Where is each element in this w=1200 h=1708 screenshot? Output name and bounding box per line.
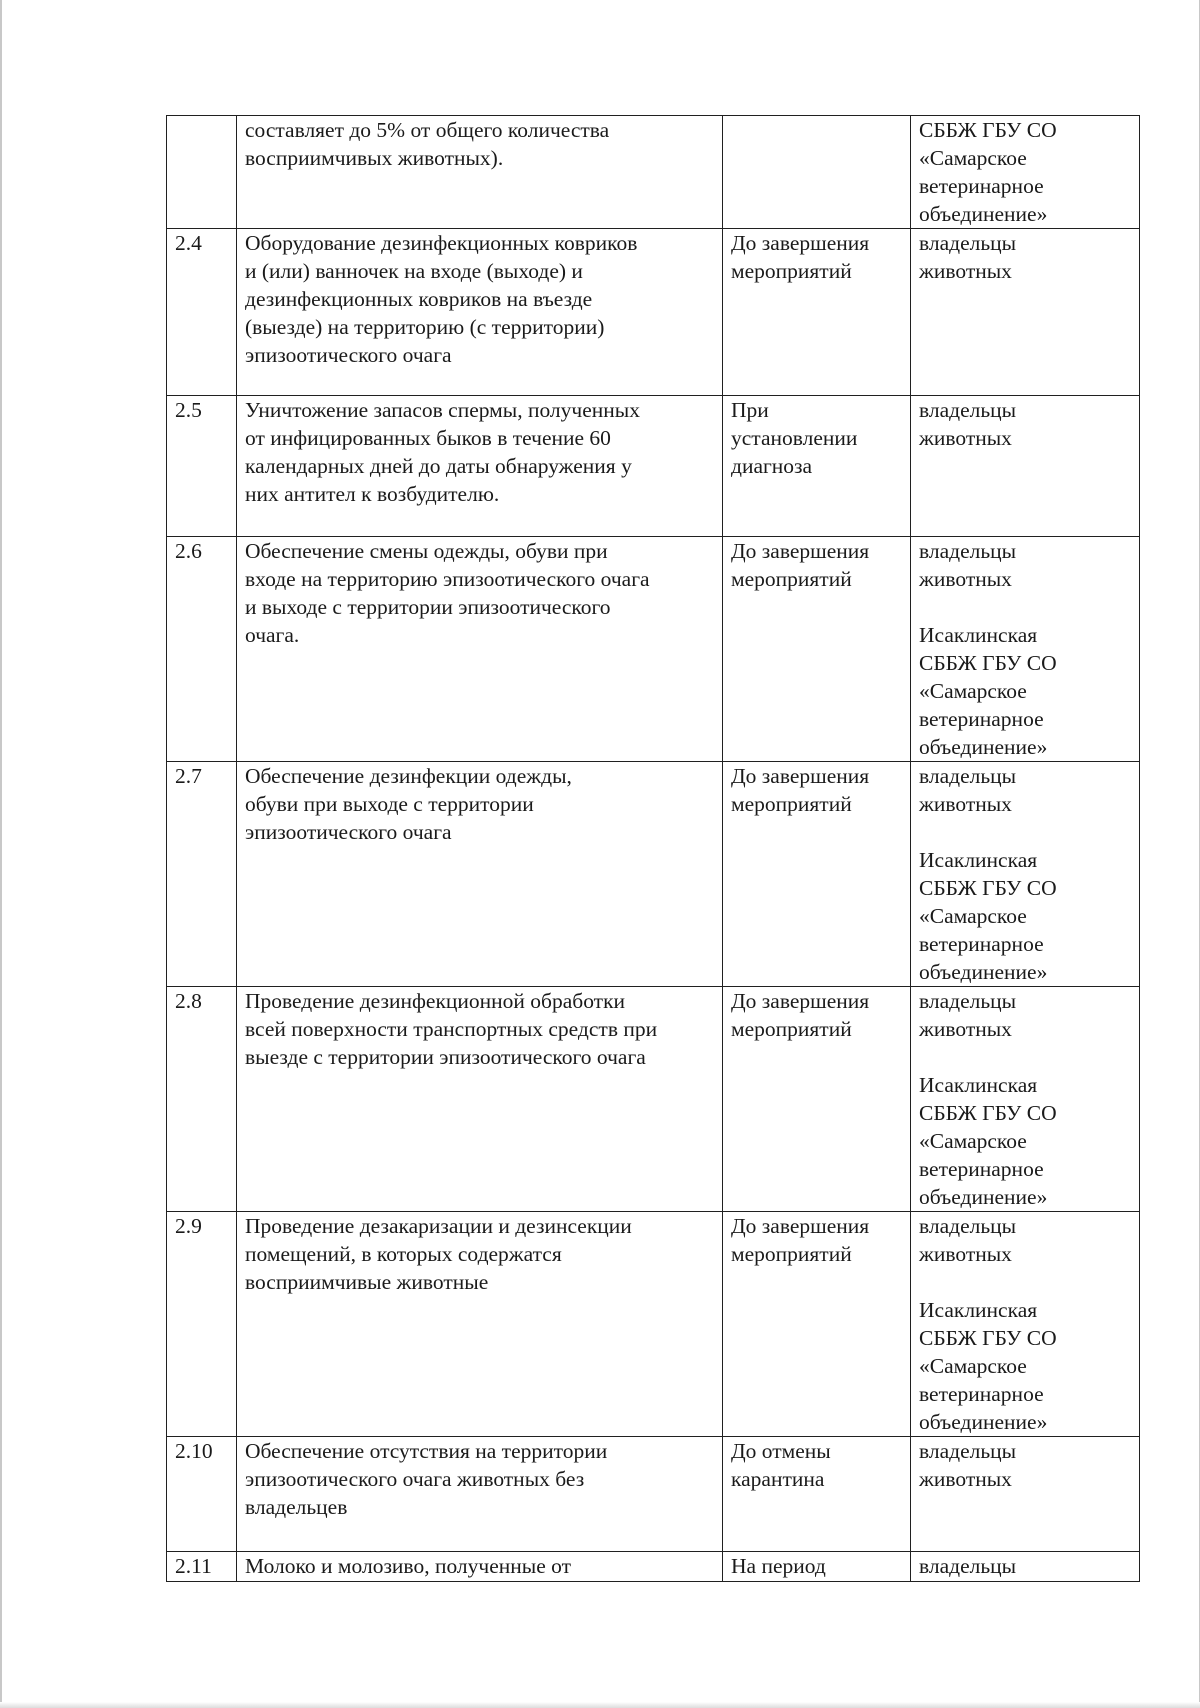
measure-deadline <box>723 116 911 229</box>
measure-responsible-line: ветеринарное <box>919 932 1044 956</box>
measure-description <box>237 1552 723 1582</box>
measure-responsible-line: владельцы <box>919 989 1017 1013</box>
measures-table-body <box>167 116 1140 1582</box>
measure-deadline-line: До завершения <box>731 764 870 788</box>
measure-deadline <box>723 987 911 1212</box>
measure-responsible-line: животных <box>919 1017 1012 1041</box>
measure-responsible <box>911 229 1140 396</box>
measure-description-line: дезинфекционных ковриков на въезде <box>245 287 593 311</box>
cell-gap <box>919 593 1131 621</box>
measure-responsible <box>911 396 1140 537</box>
measure-description-line: эпизоотического очага <box>245 820 452 844</box>
measure-deadline-line: До отмены <box>731 1439 831 1463</box>
cell-gap <box>919 1268 1131 1296</box>
measure-description-line: входе на территорию эпизоотического очага <box>245 567 650 591</box>
measure-description-line: Обеспечение смены одежды, обуви при <box>245 539 608 563</box>
measure-description-line: помещений, в которых содержатся <box>245 1242 562 1266</box>
row-number: 2.7 <box>167 762 237 987</box>
measure-deadline-line: При <box>731 398 769 422</box>
measure-responsible <box>911 1437 1140 1552</box>
measure-responsible-line: объединение» <box>919 1185 1048 1209</box>
measure-description <box>237 1212 723 1437</box>
measure-description-line: всей поверхности транспортных средств при <box>245 1017 658 1041</box>
measure-responsible-line: СББЖ ГБУ СО <box>919 651 1057 675</box>
measure-description-line: и выходе с территории эпизоотического <box>245 595 611 619</box>
measure-deadline-line: До завершения <box>731 539 870 563</box>
measure-responsible-line: ветеринарное <box>919 174 1044 198</box>
measure-responsible-line: СББЖ ГБУ СО <box>919 118 1057 142</box>
measure-responsible-line: Исаклинская <box>919 623 1038 647</box>
measure-deadline-line: До завершения <box>731 1214 870 1238</box>
measure-deadline-line: диагноза <box>731 454 813 478</box>
measure-responsible <box>911 987 1140 1212</box>
measure-responsible-line: «Самарское <box>919 679 1027 703</box>
cell-gap <box>919 1043 1131 1071</box>
measure-description <box>237 396 723 537</box>
measure-description-line: Молоко и молозиво, полученные от <box>245 1554 571 1578</box>
measure-responsible <box>911 762 1140 987</box>
measure-description-line: и (или) ванночек на входе (выходе) и <box>245 259 583 283</box>
table-row <box>167 987 1140 1212</box>
measure-deadline-line: карантина <box>731 1467 825 1491</box>
measure-responsible-line: владельцы <box>919 231 1017 255</box>
measure-description-line: эпизоотического очага <box>245 343 452 367</box>
measure-deadline <box>723 229 911 396</box>
measure-description-line: выезде с территории эпизоотического очага <box>245 1045 646 1069</box>
measure-description <box>237 987 723 1212</box>
measure-description-line: восприимчивые животные <box>245 1270 489 1294</box>
measure-description-line: (выезде) на территорию (с территории) <box>245 315 605 339</box>
scan-edge-bottom <box>0 1702 1200 1708</box>
measure-responsible-line: ветеринарное <box>919 1157 1044 1181</box>
measure-responsible-line: СББЖ ГБУ СО <box>919 876 1057 900</box>
measure-responsible-line: животных <box>919 426 1012 450</box>
measure-responsible-line: объединение» <box>919 960 1048 984</box>
measure-description-line: от инфицированных быков в течение 60 <box>245 426 611 450</box>
measure-deadline-line: мероприятий <box>731 259 852 283</box>
measure-description-line: владельцев <box>245 1495 348 1519</box>
measure-responsible-line: животных <box>919 1467 1012 1491</box>
row-number: 2.9 <box>167 1212 237 1437</box>
measure-description-line: Уничтожение запасов спермы, полученных <box>245 398 640 422</box>
row-number: 2.8 <box>167 987 237 1212</box>
measure-deadline <box>723 396 911 537</box>
measure-deadline <box>723 1437 911 1552</box>
measure-description-line: восприимчивых животных). <box>245 146 504 170</box>
measure-deadline-line: мероприятий <box>731 1017 852 1041</box>
measure-description <box>237 229 723 396</box>
table-row <box>167 1552 1140 1582</box>
measure-responsible-line: объединение» <box>919 202 1048 226</box>
measure-description-line: Проведение дезакаризации и дезинсекции <box>245 1214 632 1238</box>
table-row <box>167 537 1140 762</box>
measure-description <box>237 537 723 762</box>
scan-edge-left <box>0 0 2 1708</box>
measure-responsible-line: владельцы <box>919 1439 1017 1463</box>
measure-responsible <box>911 116 1140 229</box>
measure-responsible-line: «Самарское <box>919 1354 1027 1378</box>
measure-responsible <box>911 1212 1140 1437</box>
cell-gap <box>919 818 1131 846</box>
measure-description <box>237 762 723 987</box>
measure-description-line: календарных дней до даты обнаружения у <box>245 454 632 478</box>
measure-description <box>237 1437 723 1552</box>
table-row <box>167 229 1140 396</box>
measure-deadline-line: мероприятий <box>731 1242 852 1266</box>
measure-description-line: Обеспечение дезинфекции одежды, <box>245 764 572 788</box>
measure-responsible-line: владельцы <box>919 1554 1017 1578</box>
table-row <box>167 1437 1140 1552</box>
row-number <box>167 116 237 229</box>
measure-responsible-line: владельцы <box>919 764 1017 788</box>
measure-deadline-line: До завершения <box>731 231 870 255</box>
measure-responsible-line: владельцы <box>919 398 1017 422</box>
measure-deadline-line: мероприятий <box>731 567 852 591</box>
measure-description-line: эпизоотического очага животных без <box>245 1467 585 1491</box>
measure-responsible <box>911 537 1140 762</box>
measure-deadline-line: На период <box>731 1554 826 1578</box>
measure-responsible-line: владельцы <box>919 539 1017 563</box>
measure-deadline <box>723 762 911 987</box>
measure-deadline <box>723 1212 911 1437</box>
measures-table <box>166 115 1140 1582</box>
measure-responsible-line: ветеринарное <box>919 707 1044 731</box>
measure-description <box>237 116 723 229</box>
row-number: 2.10 <box>167 1437 237 1552</box>
measure-description-line: очага. <box>245 623 300 647</box>
measure-responsible-line: животных <box>919 792 1012 816</box>
row-number: 2.6 <box>167 537 237 762</box>
measure-responsible-line: Исаклинская <box>919 1073 1038 1097</box>
measure-responsible-line: животных <box>919 259 1012 283</box>
measure-responsible-line: СББЖ ГБУ СО <box>919 1326 1057 1350</box>
measure-description-line: Обеспечение отсутствия на территории <box>245 1439 608 1463</box>
measure-description-line: Проведение дезинфекционной обработки <box>245 989 626 1013</box>
measure-description-line: них антител к возбудителю. <box>245 482 500 506</box>
table-row <box>167 762 1140 987</box>
measure-deadline-line: мероприятий <box>731 792 852 816</box>
measure-responsible-line: Исаклинская <box>919 1298 1038 1322</box>
table-row <box>167 396 1140 537</box>
measure-deadline <box>723 1552 911 1582</box>
measure-responsible-line: животных <box>919 567 1012 591</box>
measure-description-line: обуви при выходе с территории <box>245 792 534 816</box>
row-number: 2.4 <box>167 229 237 396</box>
table-row <box>167 1212 1140 1437</box>
measure-deadline-line: До завершения <box>731 989 870 1013</box>
measure-responsible-line: «Самарское <box>919 904 1027 928</box>
measure-deadline <box>723 537 911 762</box>
row-number: 2.5 <box>167 396 237 537</box>
row-number: 2.11 <box>167 1552 237 1582</box>
measure-responsible-line: объединение» <box>919 1410 1048 1434</box>
measure-responsible-line: животных <box>919 1242 1012 1266</box>
measure-responsible-line: Исаклинская <box>919 848 1038 872</box>
measure-responsible-line: СББЖ ГБУ СО <box>919 1101 1057 1125</box>
measure-description-line: составляет до 5% от общего количества <box>245 118 610 142</box>
measure-deadline-line: установлении <box>731 426 858 450</box>
table-row <box>167 116 1140 229</box>
measure-responsible <box>911 1552 1140 1582</box>
measure-responsible-line: объединение» <box>919 735 1048 759</box>
measure-responsible-line: «Самарское <box>919 146 1027 170</box>
measure-responsible-line: ветеринарное <box>919 1382 1044 1406</box>
measure-responsible-line: «Самарское <box>919 1129 1027 1153</box>
measure-description-line: Оборудование дезинфекционных ковриков <box>245 231 638 255</box>
measure-responsible-line: владельцы <box>919 1214 1017 1238</box>
